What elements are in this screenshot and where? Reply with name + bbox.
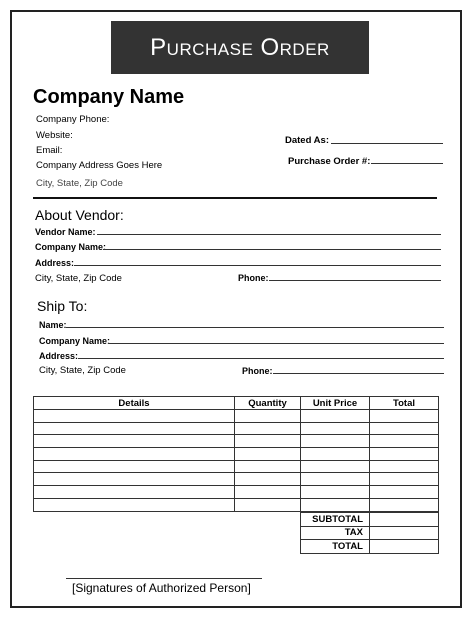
table-row [34,410,439,423]
vendor-city-label: City, State, Zip Code [35,273,122,284]
table-cell[interactable] [34,435,235,448]
table-cell[interactable] [370,460,439,473]
items-table [33,396,439,512]
table-cell[interactable] [34,422,235,435]
table-cell[interactable] [301,460,370,473]
company-address-label: Company Address Goes Here [36,160,163,171]
po-number-field[interactable] [371,163,443,164]
column-header-quantity: Quantity [235,397,301,410]
dated-as-label: Dated As: [285,135,329,146]
dated-as-field[interactable] [331,143,443,144]
company-website-label: Website: [36,130,73,141]
ship-phone-label: Phone: [242,366,273,376]
signature-line[interactable] [66,578,262,579]
table-cell[interactable] [34,460,235,473]
ship-name-label: Name: [39,320,67,330]
table-cell[interactable] [370,410,439,423]
ship-company-field[interactable] [108,343,444,344]
table-cell[interactable] [235,422,301,435]
table-row [34,498,439,511]
subtotal-label: SUBTOTAL [301,513,370,527]
table-cell[interactable] [301,410,370,423]
table-cell[interactable] [370,498,439,511]
vendor-name-field[interactable] [97,234,441,235]
tax-row [301,526,439,540]
table-cell[interactable] [301,435,370,448]
table-cell[interactable] [34,498,235,511]
vendor-phone-field[interactable] [269,280,441,281]
table-cell[interactable] [370,473,439,486]
items-header-row [34,397,439,410]
totals-table [300,512,439,554]
ship-company-label: Company Name: [39,336,111,346]
vendor-section-title: About Vendor: [35,207,124,223]
table-cell[interactable] [370,448,439,461]
table-cell[interactable] [235,473,301,486]
table-cell[interactable] [235,410,301,423]
vendor-address-label: Address: [35,258,75,268]
subtotal-value-cell[interactable] [370,513,439,527]
table-cell[interactable] [235,435,301,448]
table-cell[interactable] [301,473,370,486]
table-row [34,435,439,448]
subtotal-row [301,513,439,527]
table-cell[interactable] [34,473,235,486]
tax-label: TAX [301,526,370,540]
table-cell[interactable] [370,486,439,499]
ship-name-field[interactable] [66,327,444,328]
ship-address-field[interactable] [78,358,444,359]
table-cell[interactable] [370,422,439,435]
table-row [34,422,439,435]
signature-label: [Signatures of Authorized Person] [72,581,251,595]
total-row [301,540,439,554]
tax-value-cell[interactable] [370,526,439,540]
table-cell[interactable] [34,486,235,499]
company-city-label: City, State, Zip Code [36,178,123,189]
table-cell[interactable] [301,448,370,461]
company-phone-label: Company Phone: [36,114,110,125]
table-cell[interactable] [235,486,301,499]
table-cell[interactable] [301,498,370,511]
vendor-company-label: Company Name: [35,242,107,252]
table-cell[interactable] [301,422,370,435]
column-header-details: Details [34,397,235,410]
items-body [34,410,439,512]
column-header-unit-price: Unit Price [301,397,370,410]
ship-phone-field[interactable] [273,373,444,374]
company-name: Company Name [33,86,185,108]
table-cell[interactable] [370,435,439,448]
ship-city-label: City, State, Zip Code [39,365,126,376]
company-email-label: Email: [36,145,63,156]
total-value-cell[interactable] [370,540,439,554]
page-title: Purchase Order [150,33,330,61]
title-banner [111,21,369,74]
total-label: TOTAL [301,540,370,554]
table-cell[interactable] [235,498,301,511]
vendor-address-field[interactable] [74,265,441,266]
table-cell[interactable] [301,486,370,499]
table-cell[interactable] [34,410,235,423]
table-cell[interactable] [235,448,301,461]
po-number-label: Purchase Order #: [288,156,371,167]
section-divider [33,197,437,199]
table-row [34,473,439,486]
vendor-phone-label: Phone: [238,273,269,283]
vendor-name-label: Vendor Name: [35,227,96,237]
table-cell[interactable] [235,460,301,473]
table-row [34,448,439,461]
table-row [34,486,439,499]
table-row [34,460,439,473]
table-cell[interactable] [34,448,235,461]
ship-section-title: Ship To: [37,298,88,314]
column-header-total: Total [370,397,439,410]
ship-address-label: Address: [39,351,79,361]
vendor-company-field[interactable] [103,249,441,250]
